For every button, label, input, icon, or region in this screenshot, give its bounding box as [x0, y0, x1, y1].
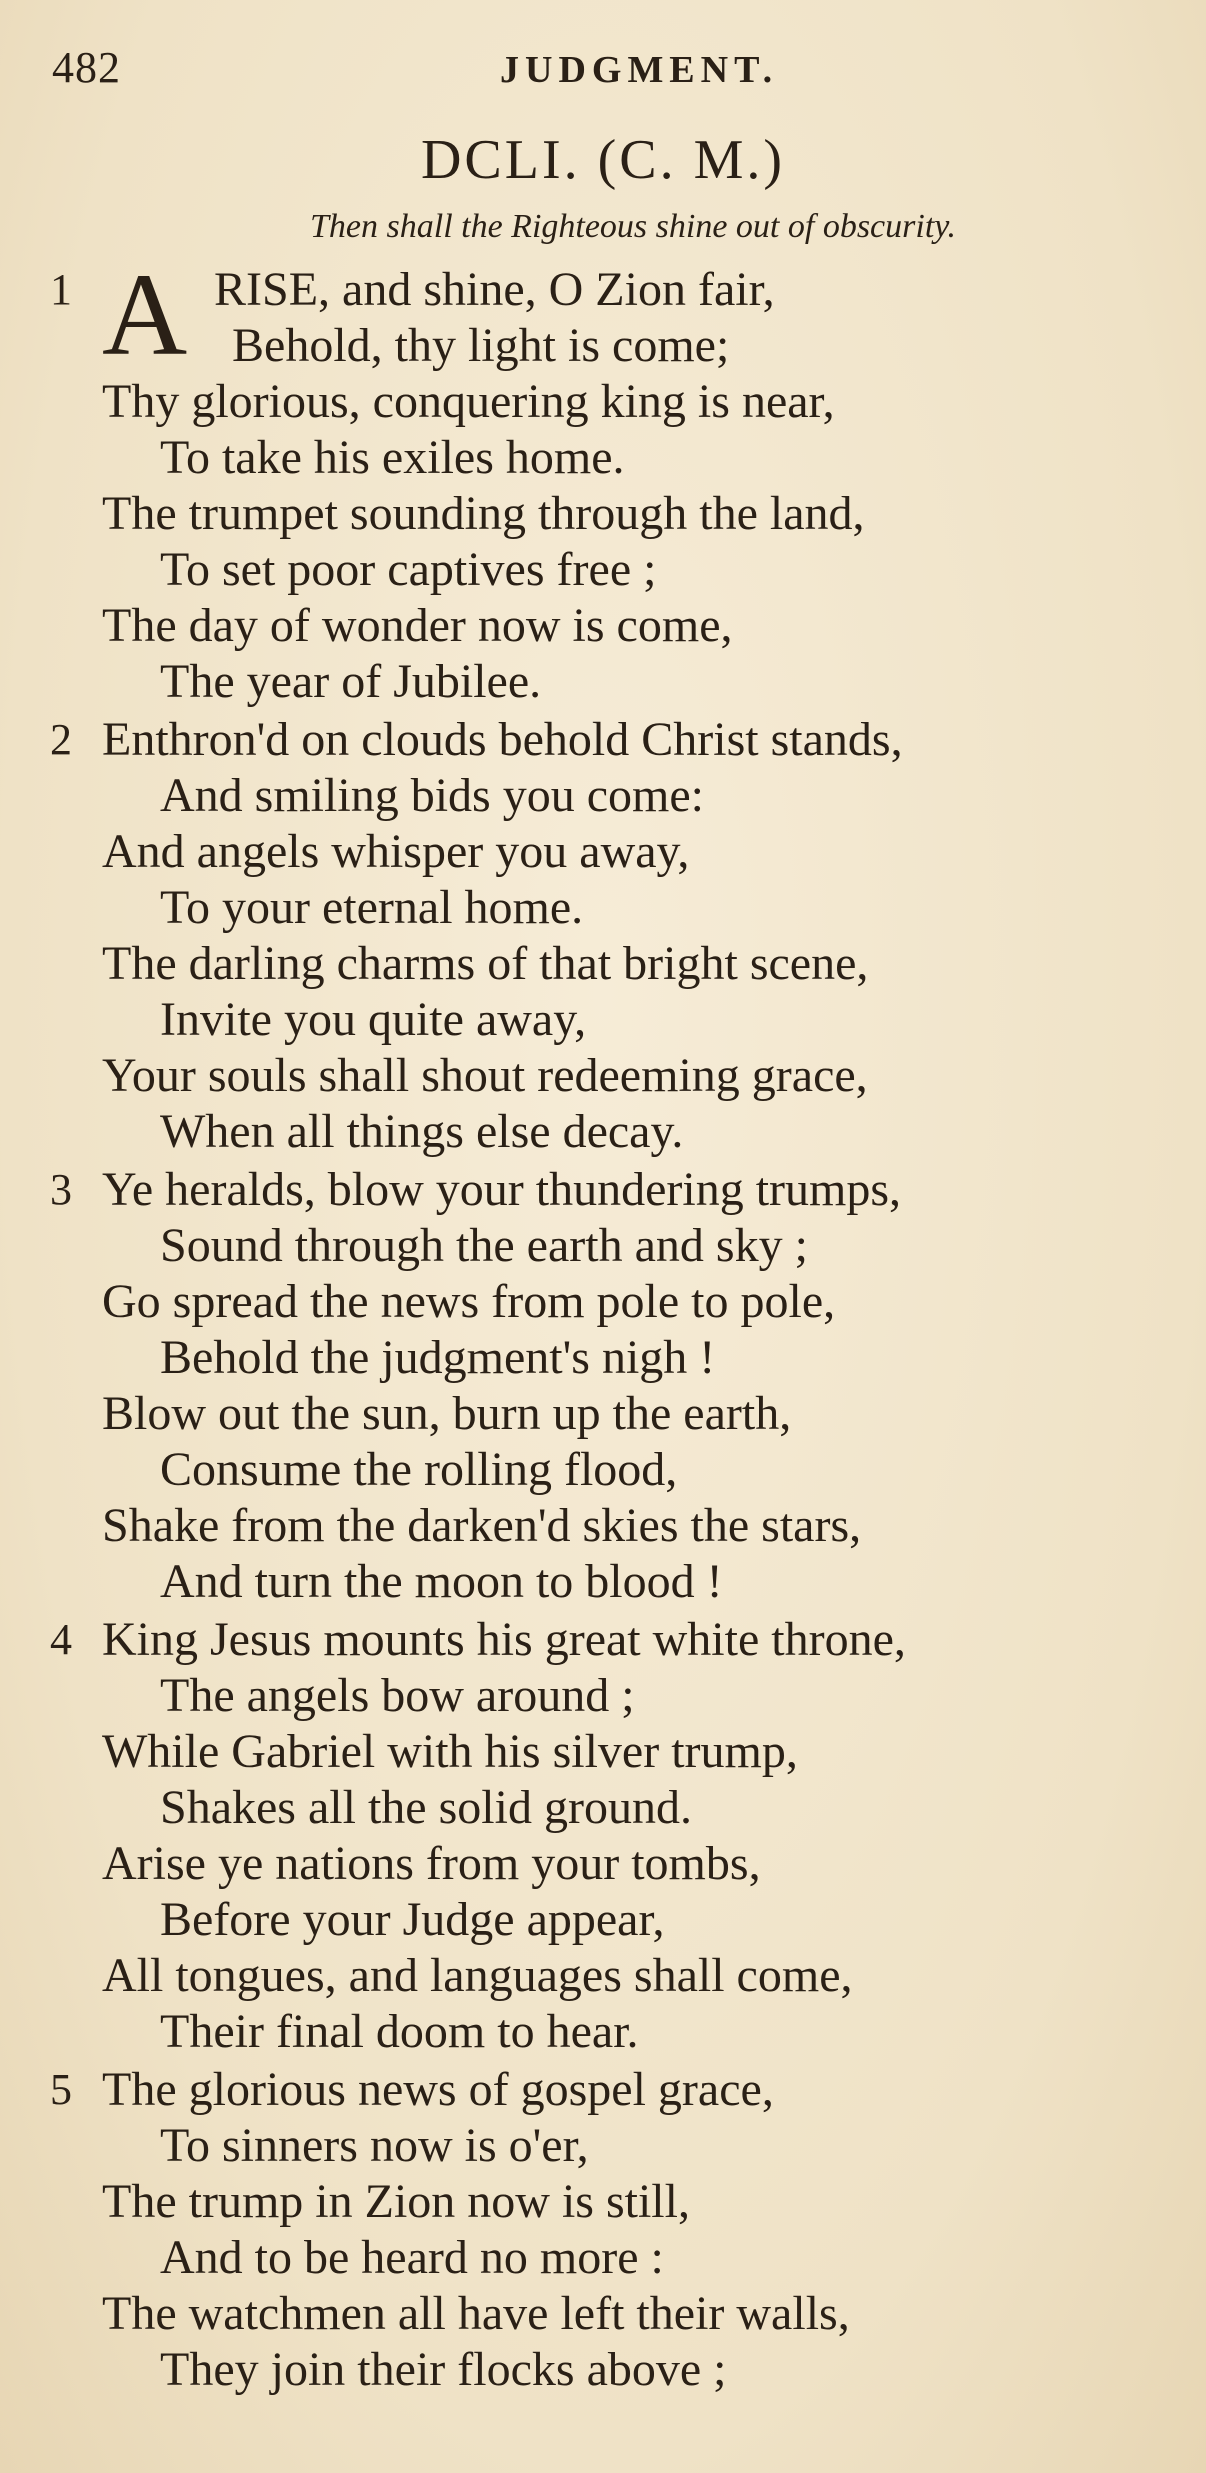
- verse-line: To your eternal home.: [160, 881, 584, 934]
- verse-line: The year of Jubilee.: [160, 655, 542, 708]
- running-head: JUDGMENT.: [500, 49, 779, 91]
- verse-line: RISE, and shine, O Zion fair,: [214, 263, 775, 316]
- verse-line: When all things else decay.: [160, 1105, 684, 1158]
- verse-line: The trump in Zion now is still,: [102, 2175, 690, 2228]
- verse-line: To take his exiles home.: [160, 431, 625, 484]
- verse-line: And to be heard no more :: [160, 2231, 664, 2284]
- verse-line: Behold, thy light is come;: [232, 319, 730, 372]
- verse-line: Consume the rolling flood,: [160, 1443, 678, 1496]
- verse-line: Ye heralds, blow your thundering trumps,: [102, 1163, 902, 1216]
- verse-line: Your souls shall shout redeeming grace,: [102, 1049, 868, 1102]
- verse-line: The glorious news of gospel grace,: [102, 2063, 774, 2116]
- verse-line: To sinners now is o'er,: [160, 2119, 589, 2172]
- verse-line: The trumpet sounding through the land,: [102, 487, 865, 540]
- stanza-number: 5: [50, 2065, 72, 2114]
- page-number: 482: [52, 43, 121, 92]
- verse-line: Blow out the sun, burn up the earth,: [102, 1387, 792, 1440]
- verse-line: Before your Judge appear,: [160, 1893, 665, 1946]
- hymn-title: DCLI. (C. M.): [420, 129, 786, 191]
- verse-line: Behold the judgment's nigh !: [160, 1331, 716, 1384]
- verse-line: They join their flocks above ;: [160, 2343, 727, 2396]
- stanza-number: 4: [50, 1615, 72, 1664]
- verse-line: The darling charms of that bright scene,: [102, 937, 869, 990]
- verse-line: Invite you quite away,: [160, 993, 587, 1046]
- stanza-number: 2: [50, 715, 72, 764]
- drop-cap: A: [102, 249, 188, 380]
- hymn-subtitle: Then shall the Righteous shine out of obscurity.: [310, 208, 956, 245]
- verse-line: Sound through the earth and sky ;: [160, 1219, 808, 1272]
- verse-line: The day of wonder now is come,: [102, 599, 733, 652]
- verse-line: And turn the moon to blood !: [160, 1555, 723, 1608]
- verse-line: To set poor captives free ;: [160, 543, 657, 596]
- verse-line: Shakes all the solid ground.: [160, 1781, 692, 1834]
- stanza-number: 3: [50, 1165, 72, 1214]
- verse-line: King Jesus mounts his great white throne,: [102, 1613, 906, 1666]
- stanza-number: 1: [50, 265, 72, 314]
- verse-line: All tongues, and languages shall come,: [102, 1949, 853, 2002]
- verse-line: Go spread the news from pole to pole,: [102, 1275, 836, 1328]
- verse-line: Thy glorious, conquering king is near,: [102, 375, 835, 428]
- verse-line: While Gabriel with his silver trump,: [102, 1725, 798, 1778]
- verse-line: Arise ye nations from your tombs,: [102, 1837, 761, 1890]
- verse-line: Their final doom to hear.: [160, 2005, 639, 2058]
- verse-line: And angels whisper you away,: [102, 825, 690, 878]
- verse-line: The watchmen all have left their walls,: [102, 2287, 850, 2340]
- verse-line: Enthron'd on clouds behold Christ stands,: [102, 713, 903, 766]
- verse-line: Shake from the darken'd skies the stars,: [102, 1499, 862, 1552]
- verse-line: And smiling bids you come:: [160, 769, 704, 822]
- verse-line: The angels bow around ;: [160, 1669, 635, 1722]
